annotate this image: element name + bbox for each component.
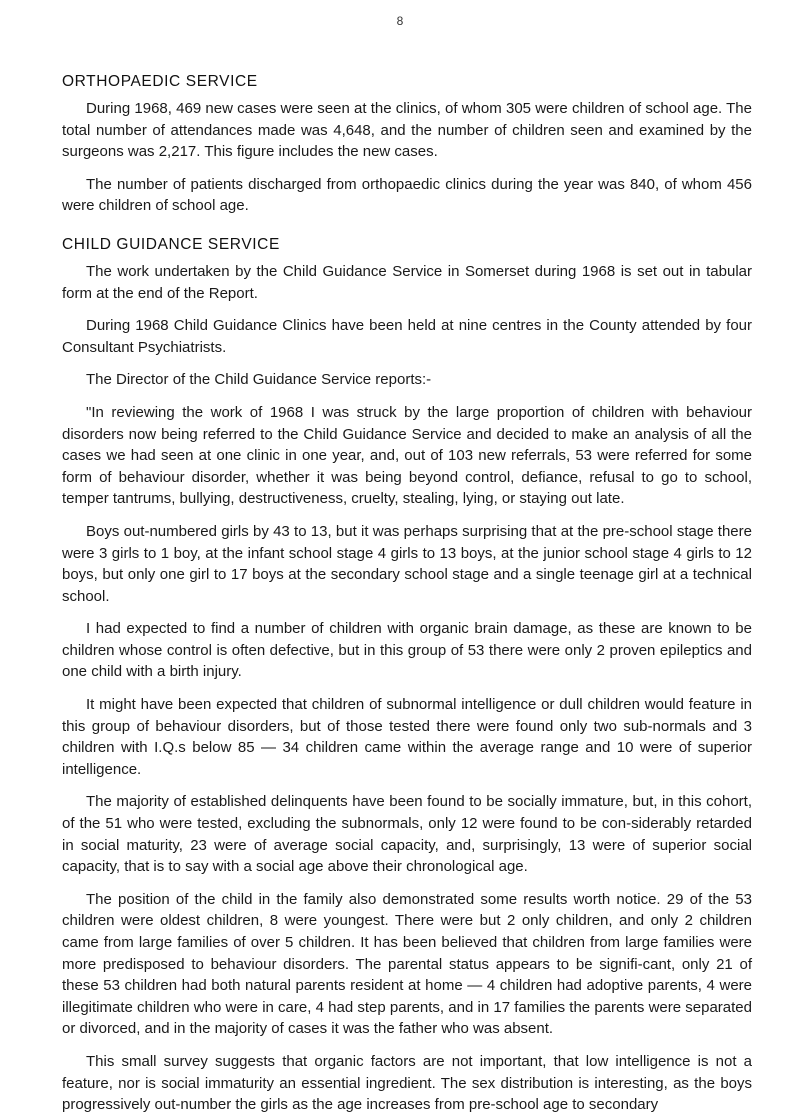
paragraph: During 1968 Child Guidance Clinics have been held at nine centres in the County attended by four Consultant Psychiatrists. [62,317,752,356]
paragraph: The Director of the Child Guidance Service reports:- [86,371,432,389]
paragraph: The majority of established delinquents have been found to be socially immature, but, in this cohort, of the 51 who were tested, excluding the subnormals, only 12 were found to be con-siderably retarded in social maturity, 23 were of average social capacity, and, surprisingly, 13 were of superior social capacity, that is to say with a social age above their chronological age. [62,793,752,876]
paragraph: It might have been expected that children of subnormal intelligence or dull children would feature in this group of behaviour disorders, but of those tested there were found only two sub-normals and 3 children with I.Q.s below 85 — 34 children came within the average range and 10 were of superior intelligence. [62,696,752,778]
page-content [62,73,752,1116]
section-heading-orthopaedic: ORTHOPAEDIC SERVICE [62,73,258,90]
paragraph: During 1968, 469 new cases were seen at the clinics, of whom 305 were children of school age. The total number of attendances made was 4,648, and the number of children seen and examined by the surgeons was 2,217. This figure includes the new cases. [62,100,752,161]
paragraph: I had expected to find a number of children with organic brain damage, as these are known to be children whose control is often defective, but in this group of 53 there were only 2 proven epileptics and one child with a birth injury. [62,620,752,681]
page-number: 8 [396,14,405,28]
paragraph: "In reviewing the work of 1968 I was struck by the large proportion of children with behaviour disorders now being referred to the Child Guidance Service and decided to make an analysis of all the cases we had seen at one clinic in one year, and, out of 103 new referrals, 53 were referred for some form of behaviour disorder, whether it was being beyond control, defiance, refusal to go to school, temper tantrums, bullying, destructiveness, cruelty, stealing, lying, or staying out late. [62,403,752,508]
paragraph: Boys out-numbered girls by 43 to 13, but it was perhaps surprising that at the pre-school stage there were 3 girls to 1 boy, at the infant school stage 4 girls to 13 boys, at the junior school stage 4 girls to 12 boys, but only one girl to 17 boys at the secondary school stage and a single teenage girl at a technical school. [62,522,752,605]
paragraph: This small survey suggests that organic factors are not important, that low intelligence is not a feature, nor is social immaturity an essential ingredient. The sex distribution is interesting, as the boys progressively out-number the girls as the age increases from pre-school age to secondary [62,1052,752,1114]
paragraph: The number of patients discharged from orthopaedic clinics during the year was 840, of whom 456 were children of school age. [62,175,752,215]
paragraph: The position of the child in the family also demonstrated some results worth notice. 29 of the 53 children were oldest children, 8 were youngest. There were but 2 only children, and only 2 children came from large families of over 5 children. It has been believed that children from large families were more predisposed to behaviour disorders. The parental status appears to be signifi-cant, only 21 of these 53 children had both natural parents resident at home — 4 children had adoptive parents, 4 were illegitimate children who were in care, 4 had step parents, and in 17 families the parents were separated or divorced, and in the majority of cases it was the father who was absent. [62,890,752,1038]
section-heading-child-guidance: CHILD GUIDANCE SERVICE [62,235,280,253]
paragraph: The work undertaken by the Child Guidance Service in Somerset during 1968 is set out in tabular form at the end of the Report. [62,262,752,302]
